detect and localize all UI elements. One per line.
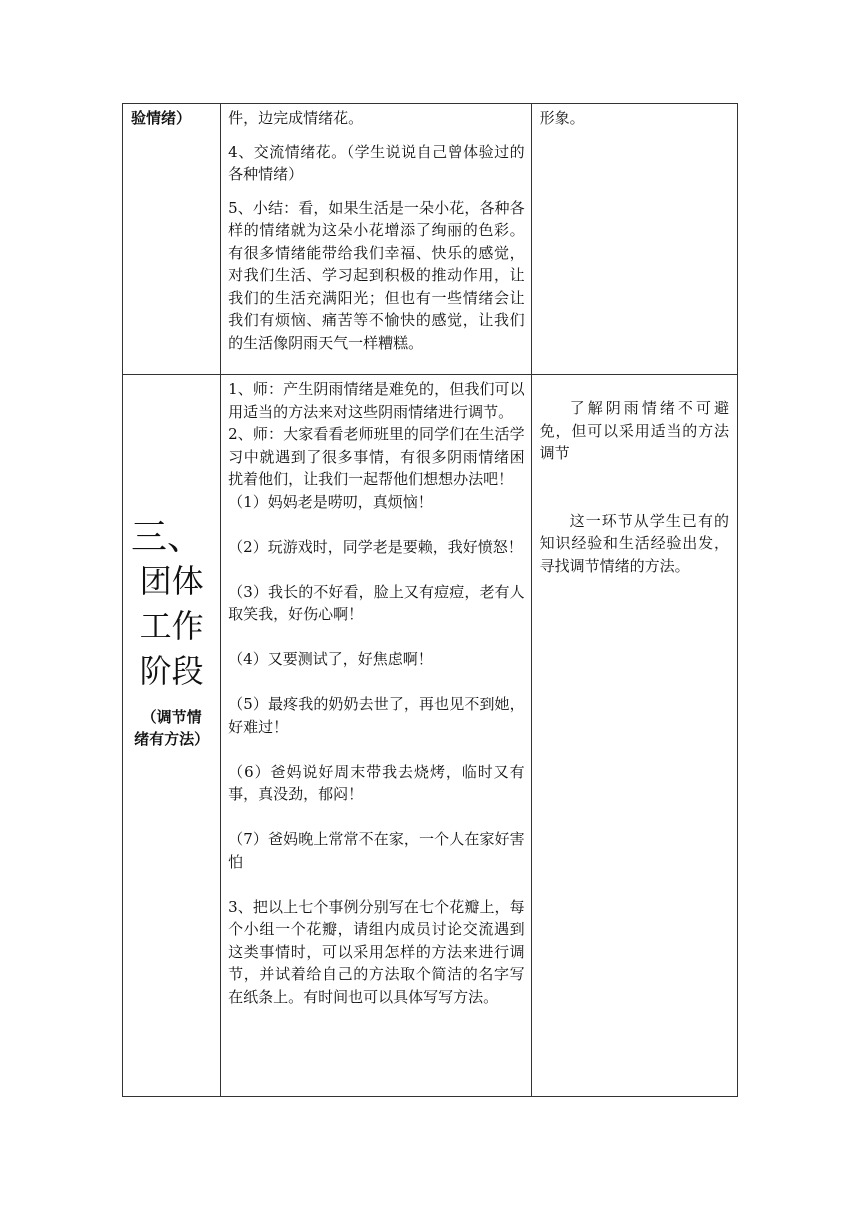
stage-number: 三、 — [131, 517, 204, 558]
table-row — [123, 104, 738, 375]
activity-text: 件，边完成情绪花。 — [228, 109, 364, 127]
activity-text: 4、交流情绪花。（学生说说自己曾体验过的各种情绪） — [228, 142, 525, 183]
case-item: （7）爸妈晚上常常不在家，一个人在家好害怕 — [228, 830, 525, 871]
activity-text: 1、师：产生阴雨情绪是难免的，但我们可以用适当的方法来对这些阴雨情绪进行调节。 — [228, 380, 525, 421]
intent-cell — [531, 104, 737, 375]
activity-text: 5、小结：看，如果生活是一朵小花，各种各样的情绪就为这朵小花增添了绚丽的色彩。有很多情绪能带给我们幸福、快乐的感觉，对我们生活、学习起到积极的推动作用，让我们的生活充满阳光；但也有一些情绪会让我们有烦恼、痛苦等不愉快的感觉，让我们的生活像阴雨天气一样糟糕。 — [228, 198, 525, 352]
stage-title-line: 阶段 — [139, 652, 204, 690]
intent-text: 形象。 — [539, 109, 585, 127]
stage-subtitle: （调节情 — [141, 708, 202, 726]
case-item: （5）最疼我的奶奶去世了，再也见不到她，好难过！ — [228, 695, 525, 736]
case-item: （6）爸妈说好周末带我去烧烤，临时又有事，真没劲，郁闷！ — [228, 762, 525, 803]
activity-text: 3、把以上七个事例分别写在七个花瓣上，每个小组一个花瓣，请组内成员讨论交流遇到这类事情时，可以采用怎样的方法来进行调节，并试着给自己的方法取个简洁的名字写在纸条上。有时间也可以具体写写方法。 — [228, 897, 525, 1006]
intent-text: 这一环节从学生已有的知识经验和生活经验出发，寻找调节情绪的方法。 — [539, 511, 729, 575]
intent-cell — [531, 375, 737, 1097]
stage-cell — [123, 104, 221, 375]
case-item: （1）妈妈老是唠叨，真烦恼！ — [228, 492, 433, 511]
case-item: （4）又要测试了，好焦虑啊！ — [228, 650, 433, 668]
stage-title-line: 团体 — [139, 562, 204, 600]
case-item: （3）我长的不好看，脸上又有痘痘，老有人取笑我，好伤心啊！ — [228, 582, 525, 623]
table-row — [123, 375, 738, 1097]
stage-cell — [123, 375, 221, 1097]
activity-cell — [221, 375, 532, 1097]
lesson-plan-table — [122, 103, 738, 1097]
stage-subtitle: 绪有方法） — [134, 730, 210, 748]
stage-label: 验情绪） — [131, 109, 192, 127]
activity-cell — [221, 104, 532, 375]
stage-title-line: 工作 — [139, 607, 204, 645]
intent-text: 了解阴雨情绪不可避免，但可以采用适当的方法调节 — [539, 399, 729, 462]
case-item: （2）玩游戏时，同学老是要赖，我好愤怒！ — [228, 537, 523, 556]
activity-text: 2、师：大家看看老师班里的同学们在生活学习中就遇到了很多事情，有很多阴雨情绪困扰着他们，让我们一起帮他们想想办法吧！ — [228, 425, 525, 488]
